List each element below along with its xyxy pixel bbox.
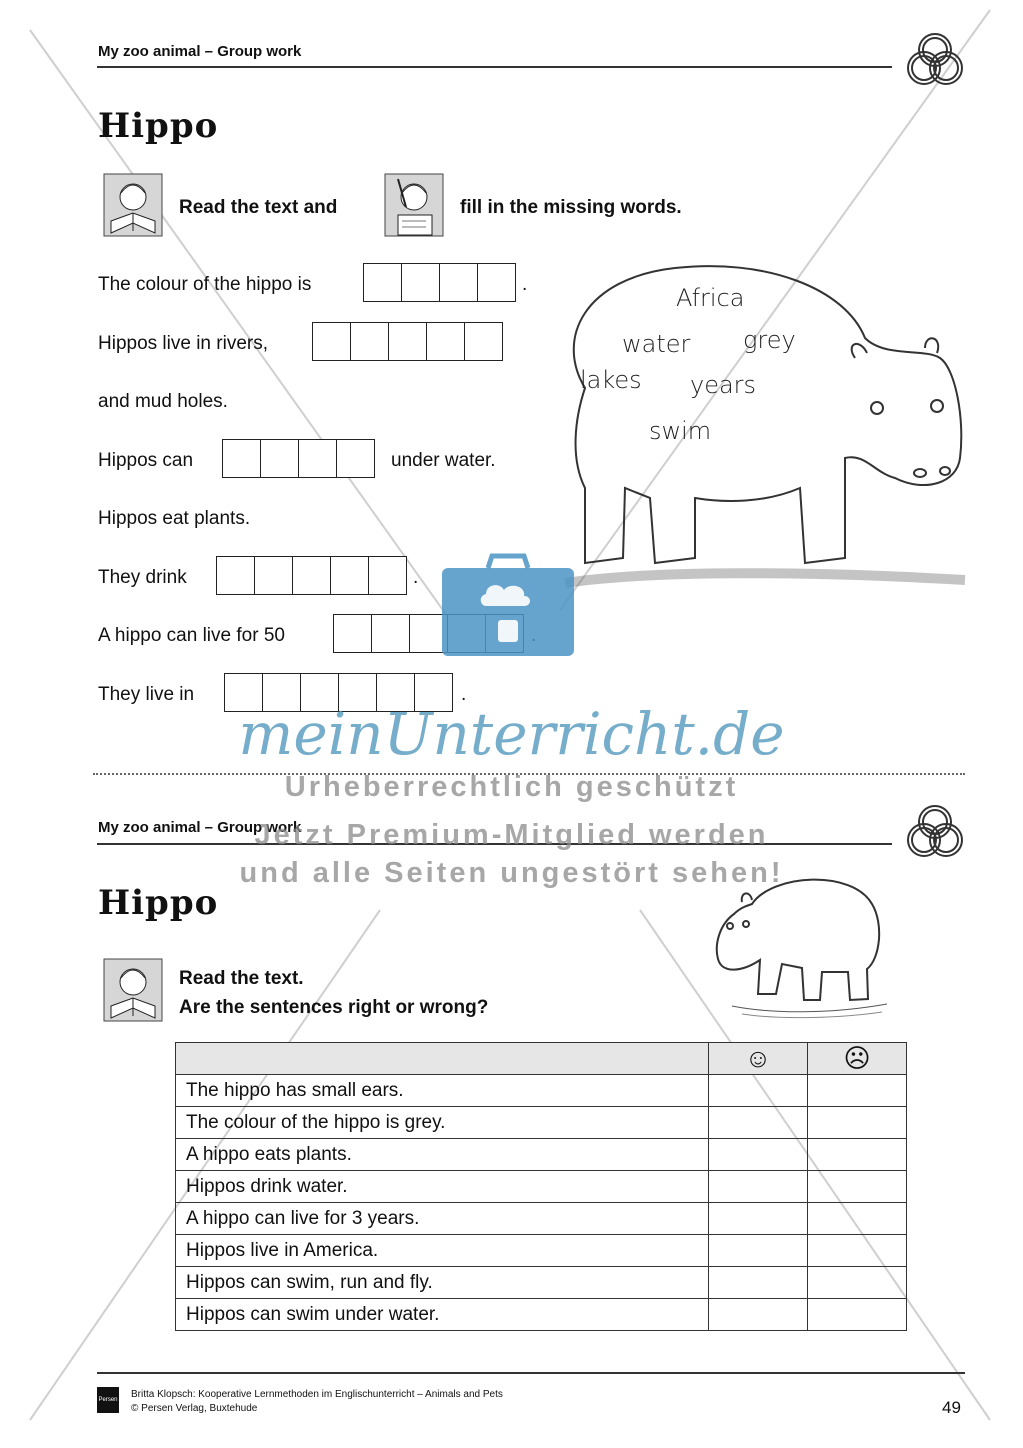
publisher-logo <box>97 1387 119 1413</box>
wrong-cell[interactable] <box>808 1299 907 1331</box>
header-divider <box>97 66 892 68</box>
right-cell[interactable] <box>709 1075 808 1107</box>
hippo-illustration-small <box>712 864 892 1020</box>
publisher-logo-text: Persen <box>98 1397 118 1403</box>
right-cell[interactable] <box>709 1299 808 1331</box>
row-sentence: Hippos live in America. <box>176 1235 709 1267</box>
sentence-3-text: and mud holes. <box>98 391 228 412</box>
word-bank-years: years <box>690 371 757 399</box>
right-cell[interactable] <box>709 1107 808 1139</box>
reading-child-icon <box>103 173 165 239</box>
watermark-line-3: und alle Seiten ungestört sehen! <box>239 857 784 889</box>
wrong-cell[interactable] <box>808 1203 907 1235</box>
sentence-6-end: . <box>413 567 419 588</box>
sentence-4-end: under water. <box>391 450 496 471</box>
right-cell[interactable] <box>709 1171 808 1203</box>
footer-divider <box>97 1372 965 1374</box>
right-cell[interactable] <box>709 1235 808 1267</box>
answer-boxes-2[interactable] <box>312 322 503 361</box>
sentence-5-text: Hippos eat plants. <box>98 508 251 529</box>
watermark-line-1: Urheberrechtlich geschützt <box>284 771 739 803</box>
row-sentence: The hippo has small ears. <box>176 1075 709 1107</box>
table-row <box>176 1299 907 1331</box>
group-rings-icon <box>902 30 968 90</box>
sentence-7-text: A hippo can live for 50 <box>98 625 285 646</box>
sentence-4-text: Hippos can <box>98 450 194 471</box>
right-cell[interactable] <box>709 1139 808 1171</box>
table-row <box>176 1075 907 1107</box>
sentence-1-end: . <box>522 274 528 295</box>
table-header-sentence <box>176 1043 709 1075</box>
table-row <box>176 1107 907 1139</box>
section1-title: Hippo <box>98 106 219 146</box>
watermark-line-2: Jetzt Premium-Mitglied werden <box>254 819 769 851</box>
wrong-cell[interactable] <box>808 1235 907 1267</box>
word-bank-grey: grey <box>743 326 796 354</box>
right-wrong-table <box>175 1042 907 1331</box>
row-sentence: The colour of the hippo is grey. <box>176 1107 709 1139</box>
word-bank-swim: swim <box>649 417 712 445</box>
wrong-cell[interactable] <box>808 1171 907 1203</box>
wrong-cell[interactable] <box>808 1107 907 1139</box>
word-bank-africa: Africa <box>676 284 745 312</box>
watermark-site: meinUnterricht.de <box>238 700 785 768</box>
sentence-8-end: . <box>461 684 467 705</box>
section2-instruction-line1: Read the text. <box>179 968 304 989</box>
section1-instruction-right: fill in the missing words. <box>460 197 682 218</box>
table-row <box>176 1171 907 1203</box>
wrong-cell[interactable] <box>808 1139 907 1171</box>
answer-boxes-6[interactable] <box>216 556 407 595</box>
footer-credits <box>131 1388 503 1416</box>
right-cell[interactable] <box>709 1203 808 1235</box>
section2-title: Hippo <box>98 883 219 923</box>
table-row <box>176 1139 907 1171</box>
wrong-cell[interactable] <box>808 1267 907 1299</box>
word-bank-lakes: lakes <box>580 366 642 394</box>
smiley-face-icon: ☺ <box>709 1043 808 1075</box>
row-sentence: A hippo can live for 3 years. <box>176 1203 709 1235</box>
word-bank-water: water <box>622 330 691 358</box>
row-sentence: A hippo eats plants. <box>176 1139 709 1171</box>
table-row <box>176 1203 907 1235</box>
header-label-2: My zoo animal – Group work <box>98 819 302 836</box>
page-number: 49 <box>942 1398 961 1417</box>
row-sentence: Hippos can swim under water. <box>176 1299 709 1331</box>
section2-instruction-line2: Are the sentences right or wrong? <box>179 997 489 1018</box>
hippo-illustration-large <box>545 258 975 598</box>
writing-child-icon <box>384 173 446 239</box>
sentence-1-text: The colour of the hippo is <box>98 274 312 295</box>
section2-instruction <box>179 964 488 1022</box>
wrong-cell[interactable] <box>808 1075 907 1107</box>
briefcase-cloud-icon <box>440 552 576 660</box>
answer-boxes-4[interactable] <box>222 439 375 478</box>
sad-face-icon: ☹ <box>808 1043 907 1075</box>
row-sentence: Hippos drink water. <box>176 1171 709 1203</box>
sentence-2-text: Hippos live in rivers, <box>98 333 268 354</box>
footer-line-2: © Persen Verlag, Buxtehude <box>131 1403 258 1414</box>
row-sentence: Hippos can swim, run and fly. <box>176 1267 709 1299</box>
answer-boxes-1[interactable] <box>363 263 516 302</box>
sentence-8-text: They live in <box>98 684 195 705</box>
section1-instruction-left: Read the text and <box>179 197 338 218</box>
footer-line-1: Britta Klopsch: Kooperative Lernmethoden im Englischunterricht – Animals and Pets <box>131 1389 503 1400</box>
right-cell[interactable] <box>709 1267 808 1299</box>
table-row <box>176 1235 907 1267</box>
sentence-6-text: They drink <box>98 567 187 588</box>
table-header-row <box>176 1043 907 1075</box>
reading-child-icon-2 <box>103 958 165 1024</box>
header-label: My zoo animal – Group work <box>98 43 302 60</box>
table-row <box>176 1267 907 1299</box>
